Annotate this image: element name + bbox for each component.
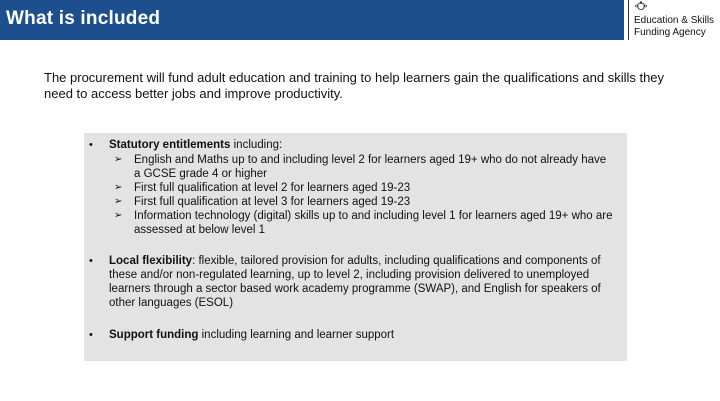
intro-paragraph: The procurement will fund adult education and training to help learners gain the qualifications and skills they need to access better jobs and improve productivity. [44, 70, 665, 101]
agency-name-line2: Funding Agency [634, 27, 706, 38]
sub-item-text: English and Maths up to and including level 2 for learners aged 19+ who do not already have a GCSE grade 4 or higher [134, 154, 607, 180]
bullet: • [89, 255, 93, 267]
item-rest: including learning and learner support [198, 329, 395, 341]
bullet: • [89, 329, 93, 341]
item-text [109, 328, 614, 342]
bullet: • [89, 139, 93, 151]
title-bar [0, 0, 624, 40]
agency-name-line1: Education & Skills [634, 15, 715, 26]
item-text [109, 138, 614, 152]
royal-crest-icon [635, 1, 647, 12]
page-title: What is included [6, 8, 161, 29]
item-bold: Statutory entitlements [109, 139, 231, 151]
item-text [109, 254, 614, 310]
item-bold: Support funding [109, 329, 199, 341]
arrow-bullet-icon: ➢ [114, 210, 123, 221]
sub-item-text: Information technology (digital) skills up to and including level 1 for learners aged 19+ who are assessed at below level 1 [134, 210, 613, 236]
item-rest: : flexible, tailored provision for adults, including qualifications and components of these and/or non-regulated learning, up to level 2, including provision delivered to unemployed learners through a sector based work academy programme (SWAP), and English for speakers of other languages (ESOL) [109, 255, 601, 309]
included-items-box [84, 133, 627, 361]
sub-item-text: First full qualification at level 3 for learners aged 19-23 [134, 196, 411, 208]
logo-divider [628, 0, 629, 40]
item-rest: including: [230, 139, 283, 151]
item-bold: Local flexibility [109, 255, 193, 267]
agency-logo [628, 0, 720, 44]
arrow-bullet-icon: ➢ [114, 154, 123, 165]
arrow-bullet-icon: ➢ [114, 196, 123, 207]
arrow-bullet-icon: ➢ [114, 182, 123, 193]
sub-item-text: First full qualification at level 2 for learners aged 19-23 [134, 182, 411, 194]
